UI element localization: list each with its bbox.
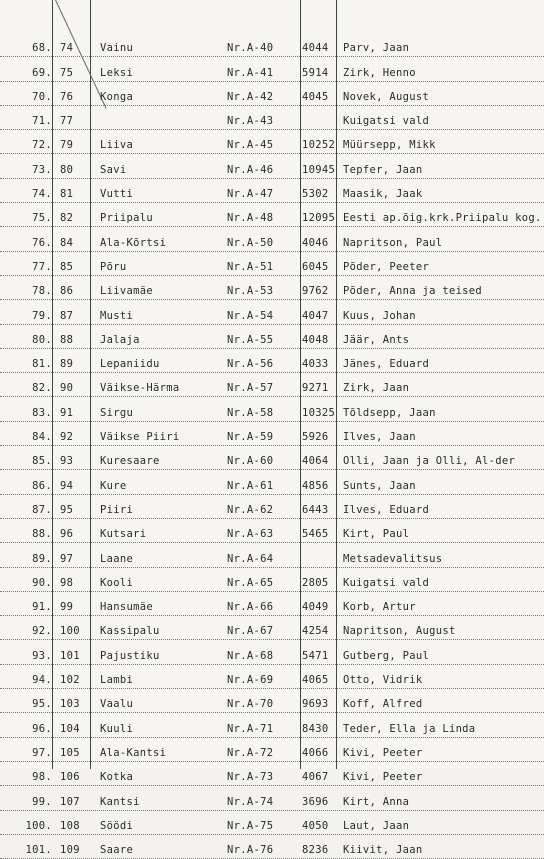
- table-row: [0, 592, 544, 616]
- table-row: [0, 33, 544, 57]
- row-number: 82: [60, 212, 74, 225]
- row-index: 80.: [32, 333, 52, 346]
- registry-code: 4045: [302, 90, 329, 103]
- row-index: 86.: [32, 479, 52, 492]
- row-number: 88: [60, 333, 74, 346]
- owner-name: Kirt, Paul: [343, 528, 410, 541]
- owner-name: Olli, Jaan ja Olli, Al-der: [343, 455, 516, 468]
- owner-name: Tepfer, Jaan: [343, 163, 423, 176]
- registry-code: 6443: [302, 503, 329, 516]
- owner-name: Novek, August: [343, 90, 430, 103]
- table-row: [0, 519, 544, 543]
- row-number: 76: [60, 90, 74, 103]
- table-row: [0, 252, 544, 276]
- row-number: 74: [60, 42, 74, 55]
- row-number: 92: [60, 431, 74, 444]
- row-index: 71.: [32, 115, 52, 128]
- row-index: 73.: [32, 163, 52, 176]
- farm-name: Vaalu: [100, 698, 134, 711]
- table-row: [0, 106, 544, 130]
- farm-name: Laane: [100, 552, 134, 565]
- table-row: [0, 203, 544, 227]
- farm-name: Vutti: [100, 188, 134, 201]
- reference-number: Nr.A-48: [227, 212, 274, 225]
- registry-code: 5302: [302, 188, 329, 201]
- farm-name: Konga: [100, 90, 134, 103]
- reference-number: Nr.A-66: [227, 601, 274, 614]
- registry-code: 10325: [302, 406, 336, 419]
- row-number: 96: [60, 528, 74, 541]
- registry-code: 4856: [302, 479, 329, 492]
- registry-code: 4067: [302, 771, 329, 784]
- table-row: [0, 835, 544, 859]
- owner-name: Ilves, Eduard: [343, 503, 430, 516]
- row-index: 95.: [32, 698, 52, 711]
- reference-number: Nr.A-59: [227, 431, 274, 444]
- row-index: 81.: [32, 358, 52, 371]
- farm-name: Ala-Kõrtsi: [100, 236, 167, 249]
- owner-name: Tõldsepp, Jaan: [343, 406, 436, 419]
- row-number: 89: [60, 358, 74, 371]
- registry-code: 4066: [302, 746, 329, 759]
- farm-name: Kooli: [100, 576, 134, 589]
- row-number: 104: [60, 722, 80, 735]
- table-row: [0, 446, 544, 470]
- row-number: 95: [60, 503, 74, 516]
- registry-code: 10945: [302, 163, 336, 176]
- row-index: 83.: [32, 406, 52, 419]
- farm-name: Kantsi: [100, 795, 140, 808]
- row-number: 108: [60, 819, 80, 832]
- reference-number: Nr.A-74: [227, 795, 274, 808]
- farm-name: Liivamäe: [100, 285, 153, 298]
- owner-name: Kivi, Peeter: [343, 771, 423, 784]
- owner-name: Teder, Ella ja Linda: [343, 722, 476, 735]
- row-number: 99: [60, 601, 74, 614]
- farm-name: Musti: [100, 309, 134, 322]
- owner-name: Laut, Jaan: [343, 819, 410, 832]
- reference-number: Nr.A-51: [227, 260, 274, 273]
- table-row: [0, 227, 544, 251]
- farm-name: Pajustiku: [100, 649, 160, 662]
- owner-name: Jäär, Ants: [343, 333, 410, 346]
- table-row: [0, 543, 544, 567]
- owner-name: Kirt, Anna: [343, 795, 410, 808]
- table-row: [0, 82, 544, 106]
- table-row: [0, 786, 544, 810]
- reference-number: Nr.A-53: [227, 285, 274, 298]
- table-row: [0, 495, 544, 519]
- row-number: 81: [60, 188, 74, 201]
- table-row: [0, 349, 544, 373]
- reference-number: Nr.A-45: [227, 139, 274, 152]
- farm-name: Kuresaare: [100, 455, 160, 468]
- row-index: 97.: [32, 746, 52, 759]
- owner-name: Kiivit, Jaan: [343, 844, 423, 857]
- reference-number: Nr.A-57: [227, 382, 274, 395]
- farm-name: Jalaja: [100, 333, 140, 346]
- reference-number: Nr.A-68: [227, 649, 274, 662]
- owner-name: Eesti ap.õig.krk.Priipalu kog.: [343, 212, 542, 225]
- registry-code: 8430: [302, 722, 329, 735]
- reference-number: Nr.A-50: [227, 236, 274, 249]
- row-number: 105: [60, 746, 80, 759]
- farm-name: Kotka: [100, 771, 134, 784]
- reference-number: Nr.A-62: [227, 503, 274, 516]
- registry-code: 8236: [302, 844, 329, 857]
- farm-name: Savi: [100, 163, 127, 176]
- reference-number: Nr.A-65: [227, 576, 274, 589]
- farm-name: Sirgu: [100, 406, 134, 419]
- registry-code: 5914: [302, 66, 329, 79]
- reference-number: Nr.A-47: [227, 188, 274, 201]
- registry-code: 4254: [302, 625, 329, 638]
- reference-number: Nr.A-55: [227, 333, 274, 346]
- reference-number: Nr.A-76: [227, 844, 274, 857]
- farm-name: Kutsari: [100, 528, 147, 541]
- table-row: [0, 130, 544, 154]
- owner-name: Kuigatsi vald: [343, 576, 430, 589]
- row-index: 84.: [32, 431, 52, 444]
- table-row: [0, 689, 544, 713]
- reference-number: Nr.A-73: [227, 771, 274, 784]
- row-index: 92.: [32, 625, 52, 638]
- row-number: 90: [60, 382, 74, 395]
- owner-name: Põder, Anna ja teised: [343, 285, 483, 298]
- owner-name: Napritson, Paul: [343, 236, 443, 249]
- owner-name: Ilves, Jaan: [343, 431, 416, 444]
- ledger-rows: [0, 33, 544, 859]
- row-index: 94.: [32, 674, 52, 687]
- table-row: [0, 300, 544, 324]
- reference-number: Nr.A-60: [227, 455, 274, 468]
- farm-name: Söödi: [100, 819, 134, 832]
- farm-name: Põru: [100, 260, 127, 273]
- reference-number: Nr.A-42: [227, 90, 274, 103]
- farm-name: Liiva: [100, 139, 134, 152]
- owner-name: Zirk, Henno: [343, 66, 416, 79]
- owner-name: Kivi, Peeter: [343, 746, 423, 759]
- reference-number: Nr.A-58: [227, 406, 274, 419]
- registry-code: 5465: [302, 528, 329, 541]
- row-index: 98.: [32, 771, 52, 784]
- row-number: 98: [60, 576, 74, 589]
- table-row: [0, 470, 544, 494]
- table-row: [0, 276, 544, 300]
- reference-number: Nr.A-71: [227, 722, 274, 735]
- row-number: 94: [60, 479, 74, 492]
- row-number: 109: [60, 844, 80, 857]
- owner-name: Napritson, August: [343, 625, 456, 638]
- table-row: [0, 422, 544, 446]
- reference-number: Nr.A-43: [227, 115, 274, 128]
- registry-code: 4049: [302, 601, 329, 614]
- table-row: [0, 373, 544, 397]
- registry-code: 4064: [302, 455, 329, 468]
- row-index: 93.: [32, 649, 52, 662]
- row-number: 97: [60, 552, 74, 565]
- owner-name: Põder, Peeter: [343, 260, 430, 273]
- reference-number: Nr.A-75: [227, 819, 274, 832]
- reference-number: Nr.A-69: [227, 674, 274, 687]
- row-index: 79.: [32, 309, 52, 322]
- owner-name: Sunts, Jaan: [343, 479, 416, 492]
- table-row: [0, 713, 544, 737]
- registry-code: 4046: [302, 236, 329, 249]
- row-number: 101: [60, 649, 80, 662]
- table-row: [0, 665, 544, 689]
- reference-number: Nr.A-61: [227, 479, 274, 492]
- reference-number: Nr.A-41: [227, 66, 274, 79]
- owner-name: Gutberg, Paul: [343, 649, 430, 662]
- row-number: 91: [60, 406, 74, 419]
- table-row: [0, 738, 544, 762]
- owner-name: Jänes, Eduard: [343, 358, 430, 371]
- row-index: 72.: [32, 139, 52, 152]
- table-row: [0, 179, 544, 203]
- farm-name: Väikse Piiri: [100, 431, 180, 444]
- row-index: 99.: [32, 795, 52, 808]
- registry-code: 4033: [302, 358, 329, 371]
- farm-name: Kassipalu: [100, 625, 160, 638]
- row-index: 75.: [32, 212, 52, 225]
- owner-name: Korb, Artur: [343, 601, 416, 614]
- row-number: 80: [60, 163, 74, 176]
- farm-name: Saare: [100, 844, 134, 857]
- table-row: [0, 154, 544, 178]
- reference-number: Nr.A-67: [227, 625, 274, 638]
- table-row: [0, 811, 544, 835]
- table-row: [0, 397, 544, 421]
- registry-code: 5926: [302, 431, 329, 444]
- registry-code: 9762: [302, 285, 329, 298]
- registry-code: 4048: [302, 333, 329, 346]
- farm-name: Kuuli: [100, 722, 134, 735]
- row-number: 102: [60, 674, 80, 687]
- registry-code: 6045: [302, 260, 329, 273]
- row-number: 85: [60, 260, 74, 273]
- owner-name: Maasik, Jaak: [343, 188, 423, 201]
- table-row: [0, 762, 544, 786]
- row-number: 106: [60, 771, 80, 784]
- reference-number: Nr.A-72: [227, 746, 274, 759]
- row-index: 69.: [32, 66, 52, 79]
- registry-code: 10252: [302, 139, 336, 152]
- reference-number: Nr.A-56: [227, 358, 274, 371]
- owner-name: Metsadevalitsus: [343, 552, 443, 565]
- row-index: 90.: [32, 576, 52, 589]
- registry-code: 9271: [302, 382, 329, 395]
- farm-name: Väikse-Härma: [100, 382, 180, 395]
- farm-name: Lepaniidu: [100, 358, 160, 371]
- row-number: 84: [60, 236, 74, 249]
- farm-name: Vainu: [100, 42, 134, 55]
- farm-name: Leksi: [100, 66, 134, 79]
- owner-name: Zirk, Jaan: [343, 382, 410, 395]
- row-number: 77: [60, 115, 74, 128]
- farm-name: Piiri: [100, 503, 134, 516]
- registry-code: 4065: [302, 674, 329, 687]
- row-index: 88.: [32, 528, 52, 541]
- row-index: 77.: [32, 260, 52, 273]
- owner-name: Kuus, Johan: [343, 309, 416, 322]
- row-index: 96.: [32, 722, 52, 735]
- registry-code: 4044: [302, 42, 329, 55]
- row-number: 93: [60, 455, 74, 468]
- registry-code: 4047: [302, 309, 329, 322]
- registry-code: 4050: [302, 819, 329, 832]
- registry-code: 3696: [302, 795, 329, 808]
- reference-number: Nr.A-46: [227, 163, 274, 176]
- reference-number: Nr.A-64: [227, 552, 274, 565]
- table-row: [0, 325, 544, 349]
- row-index: 89.: [32, 552, 52, 565]
- row-index: 101.: [25, 844, 52, 857]
- reference-number: Nr.A-54: [227, 309, 274, 322]
- row-index: 82.: [32, 382, 52, 395]
- row-index: 87.: [32, 503, 52, 516]
- farm-name: Hansumäe: [100, 601, 153, 614]
- row-number: 87: [60, 309, 74, 322]
- row-index: 74.: [32, 188, 52, 201]
- reference-number: Nr.A-40: [227, 42, 274, 55]
- table-row: [0, 640, 544, 664]
- registry-code: 5471: [302, 649, 329, 662]
- table-row: [0, 57, 544, 81]
- row-index: 91.: [32, 601, 52, 614]
- row-number: 100: [60, 625, 80, 638]
- row-index: 100.: [25, 819, 52, 832]
- registry-code: 9693: [302, 698, 329, 711]
- table-row: [0, 568, 544, 592]
- row-index: 68.: [32, 42, 52, 55]
- row-index: 78.: [32, 285, 52, 298]
- reference-number: Nr.A-70: [227, 698, 274, 711]
- row-number: 75: [60, 66, 74, 79]
- owner-name: Parv, Jaan: [343, 42, 410, 55]
- row-number: 103: [60, 698, 80, 711]
- farm-name: Lambi: [100, 674, 134, 687]
- row-index: 76.: [32, 236, 52, 249]
- farm-name: Ala-Kantsi: [100, 746, 167, 759]
- farm-name: Kure: [100, 479, 127, 492]
- registry-code: 12095: [302, 212, 336, 225]
- table-row: [0, 616, 544, 640]
- owner-name: Müürsepp, Mikk: [343, 139, 436, 152]
- row-number: 86: [60, 285, 74, 298]
- row-number: 79: [60, 139, 74, 152]
- owner-name: Koff, Alfred: [343, 698, 423, 711]
- farm-name: Priipalu: [100, 212, 153, 225]
- row-index: 70.: [32, 90, 52, 103]
- registry-code: 2805: [302, 576, 329, 589]
- row-number: 107: [60, 795, 80, 808]
- owner-name: Otto, Vidrik: [343, 674, 423, 687]
- row-index: 85.: [32, 455, 52, 468]
- reference-number: Nr.A-63: [227, 528, 274, 541]
- owner-name: Kuigatsi vald: [343, 115, 430, 128]
